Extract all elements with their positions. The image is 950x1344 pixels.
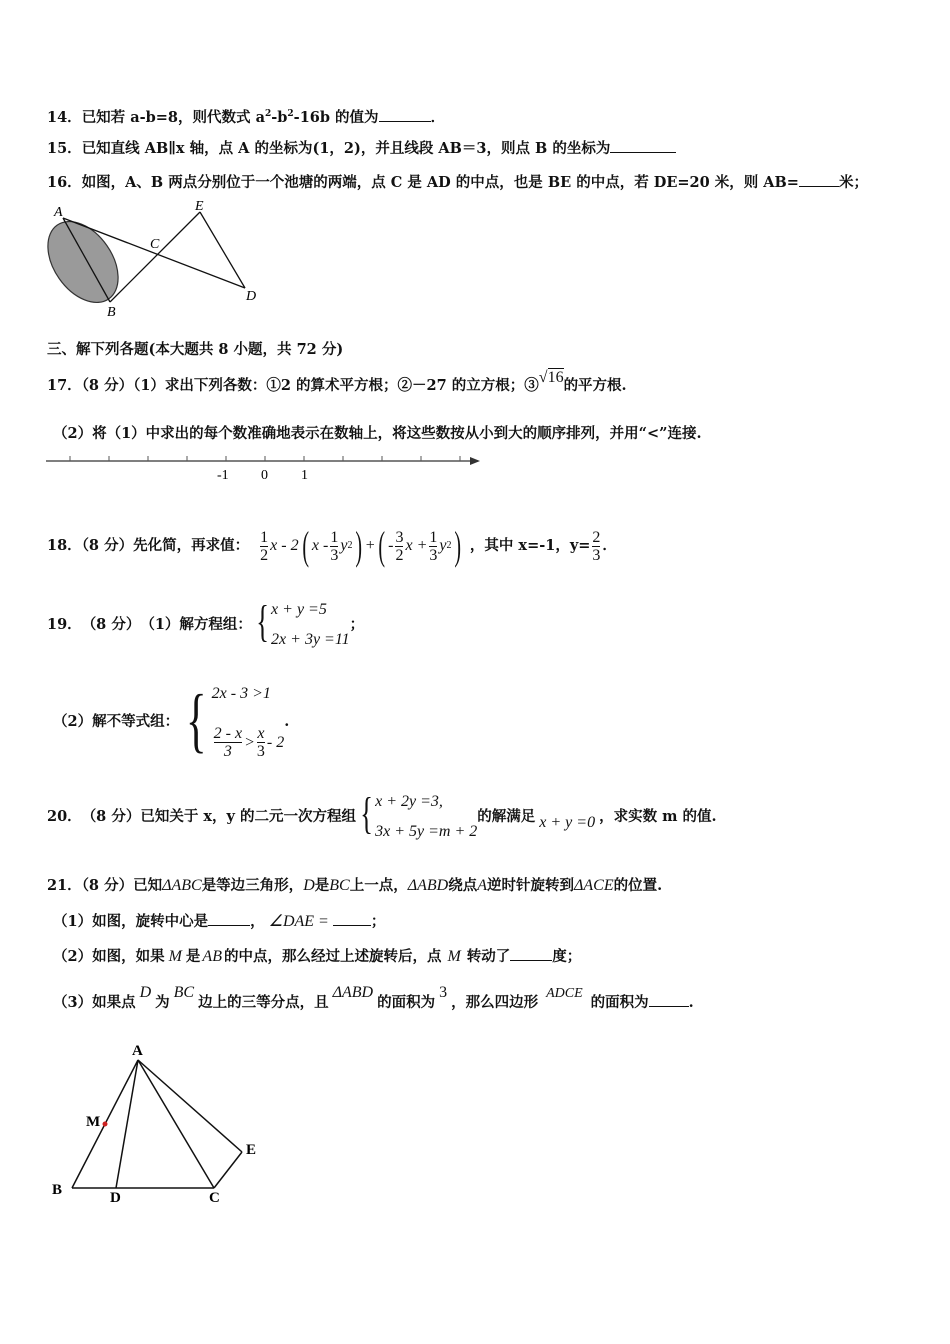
segment-ae-fig: [138, 1060, 242, 1152]
frac-2-num: 1: [330, 528, 339, 546]
question-21-part2: [53, 946, 581, 967]
sys2-frac2-num: x: [257, 725, 265, 742]
pond-shape: [40, 209, 133, 316]
question-19-part2: [53, 682, 289, 762]
question-21-part1: [53, 911, 385, 932]
q21-p3-c: 边上的三等分点，且: [198, 994, 329, 1011]
point-m-2: M: [447, 948, 461, 965]
question-14: [47, 104, 445, 128]
q21-p2-e: 度；: [552, 948, 582, 965]
section-3-title: 三、解下列各题(本大题共 8 小题，共 72 分): [47, 341, 344, 358]
y-value-den: 3: [592, 546, 601, 564]
q20-number: 20．: [47, 808, 82, 825]
label-c: C: [150, 237, 160, 252]
paren-open-2: (: [378, 523, 385, 568]
question-20: [47, 790, 717, 844]
q17-part1-a: （1）求出下列各数：①2 的算术平方根；②－27 的立方根；③: [133, 377, 539, 394]
tri-abd-2: ΔABD: [332, 984, 374, 1001]
sys2-end: .: [284, 713, 290, 730]
expr-term-1: x - 2: [270, 537, 299, 554]
q19-part1: （1）解方程组：: [140, 616, 252, 633]
q21-p2-b: 是: [185, 948, 201, 965]
point-m: M: [168, 948, 182, 965]
q21-score: （8 分）: [81, 877, 134, 894]
q18-text: 先化简，再求值：: [133, 537, 250, 554]
sys1-end: ；: [349, 616, 365, 633]
q21-text-d: 上一点，: [349, 877, 408, 894]
question-21-part3: [53, 984, 694, 1014]
sys3-row-1: x + 2y =3,: [375, 793, 443, 810]
tri-ace: ΔACE: [573, 877, 614, 894]
q20-text-b: 的解满足: [477, 808, 536, 825]
question-15: [47, 138, 676, 159]
segment-ab-21: AB: [202, 948, 222, 965]
expr-term-2: x -: [311, 537, 329, 554]
segment-ed: [200, 212, 245, 288]
q21-p2-c: 的中点，那么经过上述旋转后，点: [223, 948, 442, 965]
q14-text-b: -b: [271, 108, 288, 126]
tri-abd: ΔABD: [407, 877, 449, 894]
q21-text-a: 已知: [133, 877, 163, 894]
frac-3-den: 2: [395, 546, 404, 564]
fig-label-a: A: [132, 1043, 143, 1059]
equation-system-1: { x + y =5 2x + 3y =11: [256, 597, 350, 648]
q21-p3-g: .: [688, 994, 694, 1011]
segment-bc-2: BC: [173, 984, 195, 1001]
sqrt-expression: √16: [538, 369, 564, 386]
question-21: [47, 876, 662, 896]
axis-arrow-icon: [470, 457, 480, 465]
frac-2-den: 3: [330, 546, 339, 564]
q21-text-g: 的位置.: [613, 877, 663, 894]
greater-than: >: [244, 733, 255, 751]
paren-close-2: ): [454, 523, 462, 568]
axis-ticks: [70, 456, 460, 461]
axis-label-0: 0: [261, 468, 268, 483]
sys1-row-1: x + y =5: [271, 601, 327, 618]
sys3-row-2: 3x + 5y =m + 2: [375, 823, 478, 840]
q18-end: ．: [602, 537, 617, 554]
sqrt-argument: 16: [547, 369, 564, 386]
number-line: [44, 450, 484, 484]
q21-p1-b: ，: [250, 913, 265, 930]
q19-score: （8 分）: [81, 616, 141, 633]
q21-p3-e: ，那么四边形: [451, 994, 539, 1011]
q20-text-a: 已知关于 x，y 的二元一次方程组: [140, 808, 356, 825]
question-16: [47, 172, 868, 193]
label-d: D: [246, 289, 257, 304]
segment-be: [110, 212, 200, 302]
fig-label-b: B: [52, 1182, 63, 1198]
frac-4-num: 1: [429, 528, 438, 546]
exp-1: 2: [347, 540, 353, 551]
q21-p3-b: 为: [155, 994, 170, 1011]
sys2-row-2: [212, 725, 285, 760]
q21-p2-blank[interactable]: [510, 946, 552, 961]
q14-text-c: -16b 的值为: [293, 108, 379, 126]
segment-ac-fig: [138, 1060, 214, 1188]
frac-1-num: 1: [260, 528, 269, 546]
question-17-part2: （2）将（1）中求出的每个数准确地表示在数轴上，将这些数按从小到大的顺序排列，并用“<”连接.: [53, 425, 702, 442]
q16-pond-figure: [40, 196, 280, 320]
q21-p3-blank[interactable]: [649, 992, 689, 1007]
sys2-tail: - 2: [266, 733, 285, 751]
q15-text: 已知直线 AB∥x 轴，点 A 的坐标为(1，2)，并且线段 AB＝3，则点 B 的坐标为: [81, 140, 611, 157]
fig-label-e: E: [246, 1142, 257, 1158]
q17-part1-b: 的平方根.: [563, 377, 627, 394]
label-b: B: [107, 305, 116, 320]
q21-p1-c: ；: [370, 913, 386, 930]
q14-sup2: 2: [287, 109, 294, 119]
q17-number: 17．: [47, 377, 82, 394]
sys2-frac1-num: 2 - x: [213, 725, 243, 742]
y-value-num: 2: [592, 528, 601, 546]
fig-label-d: D: [110, 1190, 121, 1206]
q21-p2-d: 转动了: [466, 948, 511, 965]
fig-label-c: C: [209, 1190, 220, 1206]
q21-p1-blank1[interactable]: [208, 911, 250, 926]
q15-answer-blank[interactable]: [610, 138, 676, 153]
sys2-frac1-den: 3: [223, 743, 232, 760]
q14-end: ．: [430, 108, 446, 126]
frac-4-den: 3: [429, 546, 438, 564]
q16-number: 16．: [47, 174, 82, 191]
q21-triangle-figure: [46, 1036, 276, 1208]
expr-term-6: y: [439, 537, 447, 554]
equation-system-2: { x + 2y =3, 3x + 5y =m + 2: [360, 789, 478, 840]
frac-1-den: 2: [260, 546, 269, 564]
exp-2: 2: [446, 540, 452, 551]
point-d: D: [303, 877, 315, 894]
q17-score: （8 分）: [81, 377, 134, 394]
segment-bc: BC: [329, 877, 350, 894]
question-18: [47, 522, 617, 570]
point-d-2: D: [139, 984, 152, 1001]
sys2-row-1: 2x - 3 >1: [211, 685, 271, 702]
q21-text-f: 逆时针旋转到: [486, 877, 574, 894]
frac-3-num: 3: [395, 528, 404, 546]
q21-number: 21．: [47, 877, 82, 894]
q16-answer-blank[interactable]: [799, 172, 839, 187]
q14-sup1: 2: [264, 109, 272, 119]
area-value: 3: [439, 984, 448, 1001]
q21-text-c: 是: [314, 877, 330, 894]
inequality-system: { 2x - 3 >1 $\frac{2 - x}{3}$ > $\frac{x}{3}$ - 2: [186, 680, 285, 760]
quad-adce: ADCE: [546, 986, 583, 1001]
paren-close-1: ): [355, 523, 363, 568]
label-a: A: [54, 205, 63, 220]
fig-label-m: M: [86, 1114, 101, 1130]
q18-expression: [258, 522, 465, 570]
segment-ad-fig: [116, 1060, 138, 1188]
q20-score: （8 分）: [81, 808, 141, 825]
expr-term-5: x +: [405, 537, 428, 554]
q16-end: 米；: [838, 174, 868, 191]
sys2-frac2-den: 3: [256, 743, 265, 760]
axis-label-neg1: -1: [217, 468, 229, 483]
q20-condition: x + y =0: [539, 814, 596, 831]
q14-answer-blank[interactable]: [379, 107, 431, 122]
q18-score: （8 分）: [81, 537, 134, 554]
q19-part2: （2）解不等式组：: [53, 713, 180, 730]
q20-text-c: ，求实数 m 的值.: [599, 808, 717, 825]
q14-text-a: 已知若 a-b=8，则代数式 a: [81, 108, 265, 126]
q18-number: 18．: [47, 537, 82, 554]
q21-p2-a: （2）如图，如果: [53, 948, 165, 965]
tri-abc: ΔABC: [162, 877, 202, 894]
q18-condition: ，其中 x=-1，y=: [469, 537, 591, 554]
label-e: E: [195, 199, 204, 214]
q16-text: 如图，A、B 两点分别位于一个池塘的两端，点 C 是 AD 的中点，也是 BE 的中点，若 DE=20 米，则 AB=: [81, 174, 799, 191]
point-m-marker: [103, 1122, 108, 1127]
question-17-part1: [47, 369, 627, 396]
question-19-part1: [47, 598, 364, 652]
paren-open-1: (: [301, 523, 309, 568]
q21-p3-a: （3）如果点: [53, 994, 136, 1011]
q14-number: 14．: [47, 108, 82, 126]
q21-text-e: 绕点: [448, 877, 478, 894]
point-a: A: [477, 877, 487, 894]
q21-text-b: 是等边三角形，: [201, 877, 304, 894]
q19-number: 19．: [47, 616, 82, 633]
plus-sign: +: [365, 537, 375, 554]
segment-ce-fig: [214, 1152, 242, 1188]
q21-p1-a: （1）如图，旋转中心是: [53, 913, 209, 930]
q21-p1-blank2[interactable]: [333, 911, 371, 926]
axis-label-1: 1: [301, 468, 308, 483]
q15-number: 15．: [47, 140, 82, 157]
q21-p3-d: 的面积为: [377, 994, 436, 1011]
expr-term-3: y: [340, 537, 348, 554]
expr-term-4: -: [388, 537, 394, 554]
angle-dae: ∠DAE =: [268, 913, 329, 930]
sys1-row-2: 2x + 3y =11: [271, 631, 350, 648]
q21-p3-f: 的面积为: [590, 994, 649, 1011]
